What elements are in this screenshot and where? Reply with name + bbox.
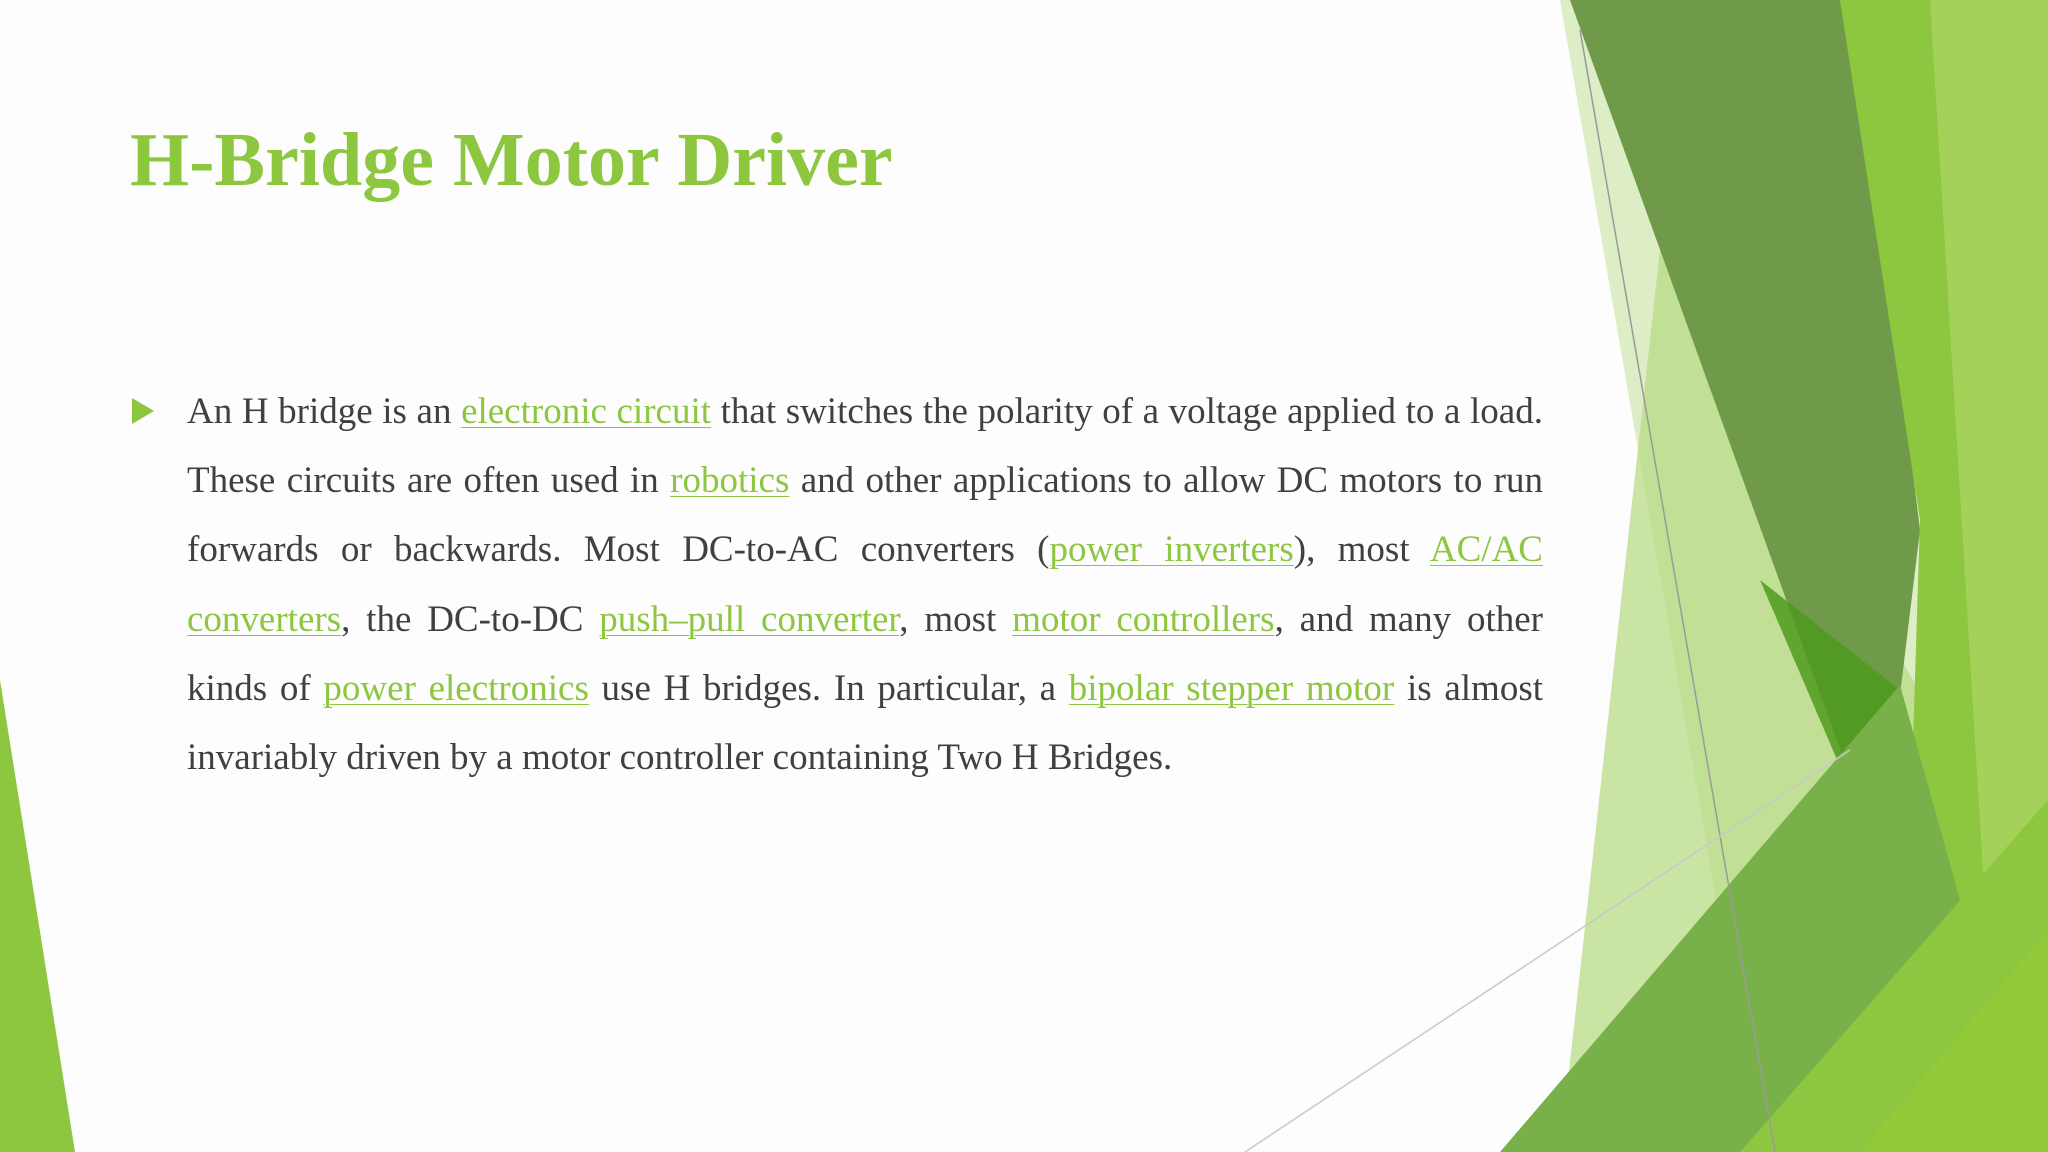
paragraph-text: , and many other kinds of [187,598,1543,709]
hyperlink[interactable]: bipolar stepper motor [1068,667,1395,709]
paragraph-text: and other applications to allow DC motors to run forwards or backwards. Most DC-to-AC converters ( [187,460,1543,571]
hyperlink[interactable]: robotics [670,460,790,502]
left-facet [0,680,75,1152]
paragraph-text: , the DC-to-DC [341,598,600,640]
hyperlink[interactable]: push–pull converter [599,598,900,640]
paragraph-text: , most [899,598,1013,640]
slide-title: H-Bridge Motor Driver [130,118,893,202]
hyperlink[interactable]: AC/AC converters [187,529,1543,640]
hyperlink[interactable]: power electronics [323,667,589,709]
hyperlink[interactable]: motor controllers [1012,598,1275,640]
triangle-bullet-icon [132,398,154,424]
paragraph-text: ), most [1293,529,1430,571]
hyperlink[interactable]: power inverters [1049,529,1294,571]
hyperlink[interactable]: electronic circuit [461,391,712,432]
paragraph-text: use H bridges. In particular, a [588,667,1069,709]
bullet-paragraph [187,377,1543,792]
paragraph-text: that switches the polarity of a voltage applied to a load. These circuits are often used in [187,391,1543,502]
paragraph-text: An H bridge is an [187,391,462,432]
paragraph-text: is almost invariably driven by a motor controller containing Two H Bridges. [187,667,1543,779]
